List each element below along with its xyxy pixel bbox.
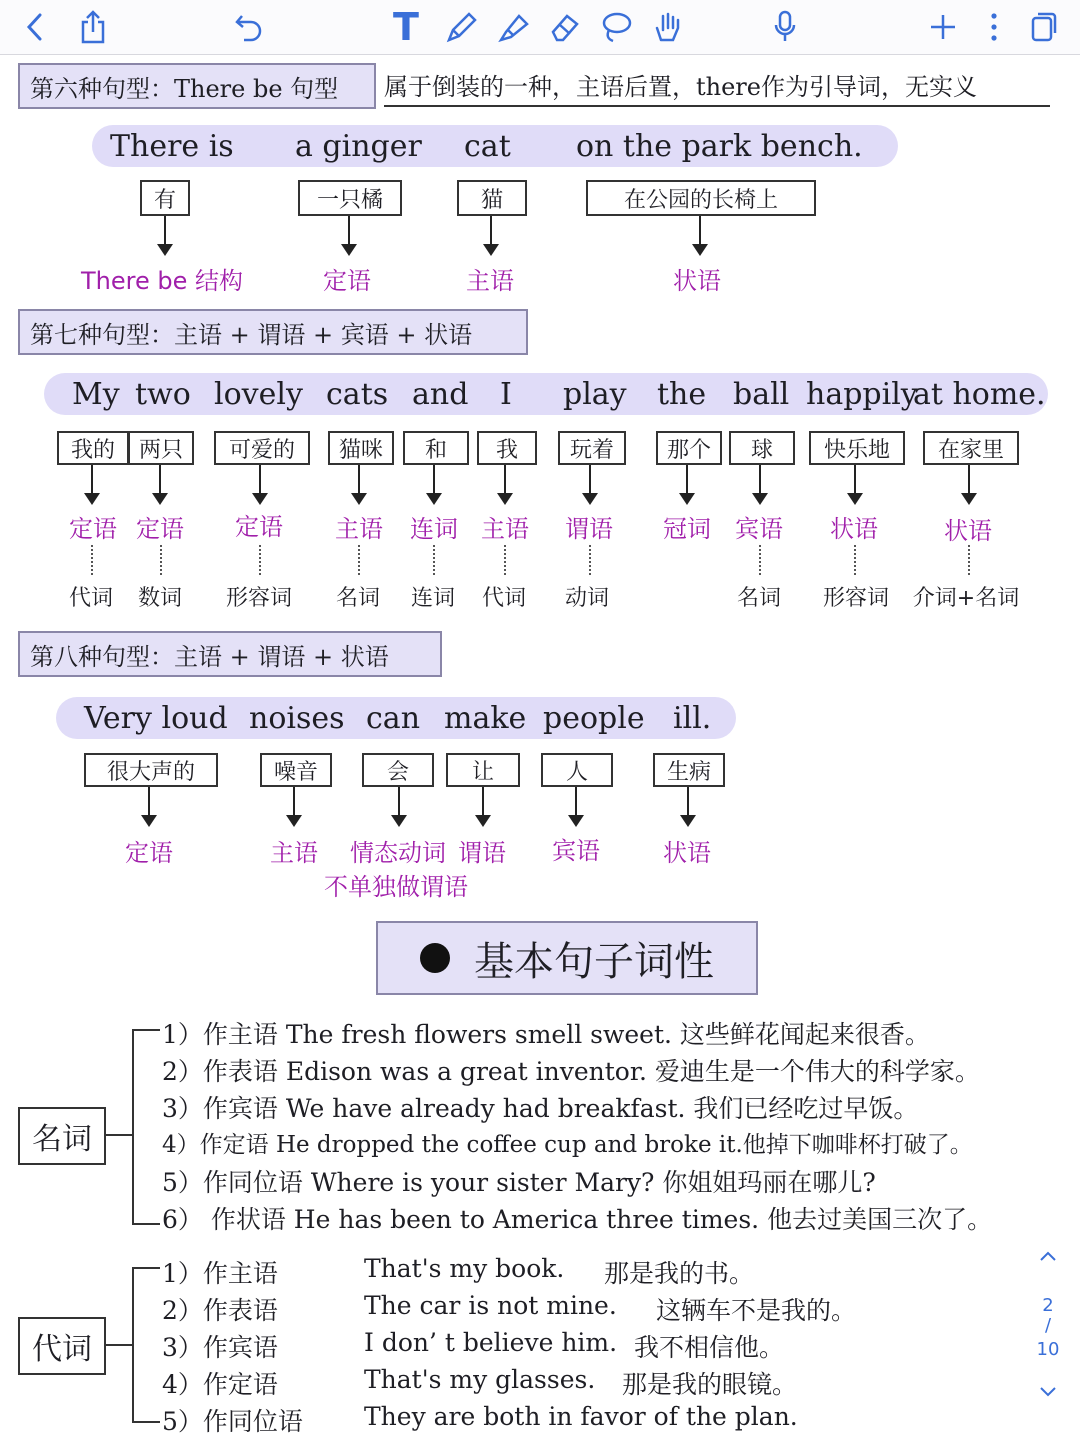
role-label: 状语	[944, 517, 992, 545]
bracket	[132, 1267, 160, 1423]
word: at home.	[913, 377, 1046, 412]
arrow	[433, 465, 435, 503]
dotted-connector	[589, 545, 591, 575]
word: lovely	[214, 377, 303, 412]
arrow	[504, 465, 506, 503]
word: cats	[326, 377, 389, 412]
role-label: 冠词	[663, 515, 711, 543]
dotted-connector	[259, 545, 261, 575]
role-label: 谓语	[565, 515, 613, 543]
arrow	[687, 787, 689, 825]
arrow	[854, 465, 856, 503]
arrow	[148, 787, 150, 825]
role-label: There be 结构	[81, 267, 243, 295]
plus-icon[interactable]	[926, 8, 960, 46]
part-of-speech: 代词	[481, 586, 527, 611]
part-of-speech: 数词	[137, 586, 183, 611]
role-label: 谓语	[458, 839, 506, 867]
translation-box: 人	[541, 753, 613, 787]
pronoun-example-en: That's my glasses.	[364, 1365, 596, 1394]
translation-box: 两只	[128, 431, 194, 465]
dotted-connector	[433, 545, 435, 575]
sentence-type-8-header: 第八种句型：主语 + 谓语 + 状语	[18, 631, 442, 677]
arrow	[348, 216, 350, 254]
pronoun-example-zh: 我不相信他。	[634, 1333, 785, 1362]
translation-box: 有	[140, 180, 190, 216]
role-label: 宾语	[735, 515, 783, 543]
word: the	[657, 377, 707, 412]
role-label: 宾语	[552, 837, 600, 865]
translation-box: 可爱的	[214, 431, 310, 465]
translation-box: 在公园的长椅上	[586, 180, 816, 216]
pronoun-role: 3）作宾语	[162, 1333, 278, 1362]
word: people	[543, 701, 645, 736]
role-label: 主语	[481, 515, 529, 543]
role-label: 主语	[335, 515, 383, 543]
arrow	[358, 465, 360, 503]
arrow	[259, 465, 261, 503]
noun-example-line: 4）作定语 He dropped the coffee cup and broke it.他掉下咖啡杯打破了。	[162, 1132, 973, 1158]
role-label: 连词	[410, 515, 458, 543]
arrow	[575, 787, 577, 825]
part-of-speech: 名词	[736, 586, 782, 611]
sentence-type-7-header: 第七种句型：主语 + 谓语 + 宾语 + 状语	[18, 309, 528, 355]
arrow	[686, 465, 688, 503]
role-label: 主语	[270, 839, 318, 867]
pen-icon[interactable]	[444, 8, 480, 46]
translation-box: 让	[446, 753, 520, 787]
translation-box: 很大声的	[84, 753, 218, 787]
word: Very loud	[84, 701, 228, 736]
arrow	[482, 787, 484, 825]
section-title	[376, 921, 758, 995]
translation-box: 猫咪	[328, 431, 394, 465]
share-icon[interactable]	[78, 8, 108, 46]
dotted-connector	[759, 545, 761, 575]
word: ball	[733, 377, 790, 412]
top-toolbar	[0, 0, 1080, 55]
role-label: 状语	[663, 839, 711, 867]
translation-box: 猫	[457, 180, 527, 216]
pronoun-role: 5）作同位语	[162, 1407, 303, 1436]
page-current: 2	[1042, 1295, 1054, 1316]
lasso-icon[interactable]	[598, 8, 634, 46]
section-title-text: 基本句子词性	[474, 938, 714, 985]
arrow	[699, 216, 701, 254]
pronoun-example-en: I don’ t believe him.	[364, 1328, 618, 1357]
undo-icon[interactable]	[232, 8, 266, 46]
sentence-type-6-note: 属于倒装的一种，主语后置，there作为引导词，无实义	[384, 67, 1050, 107]
sentence-type-6-header: 第六种句型：There be 句型	[18, 63, 376, 109]
translation-box: 在家里	[923, 431, 1019, 465]
pronoun-example-zh: 那是我的书。	[604, 1259, 755, 1288]
role-note: 不单独做谓语	[324, 873, 468, 901]
word: My	[72, 377, 120, 412]
role-label: 定语	[69, 515, 117, 543]
bracket	[132, 1029, 160, 1225]
page-up-icon[interactable]	[1036, 1247, 1060, 1268]
note-page[interactable]	[0, 55, 1080, 1440]
translation-box: 快乐地	[809, 431, 905, 465]
noun-label: 名词	[18, 1107, 106, 1165]
role-label: 状语	[830, 515, 878, 543]
pronoun-example-zh: 这辆车不是我的。	[656, 1296, 857, 1325]
microphone-icon[interactable]	[770, 8, 800, 46]
word: play	[563, 377, 627, 412]
page-down-icon[interactable]	[1036, 1383, 1060, 1404]
word: There is	[110, 129, 234, 164]
noun-example-line: 3）作宾语 We have already had breakfast. 我们已经吃过早饭。	[162, 1094, 919, 1123]
pronoun-example-en: The car is not mine.	[364, 1291, 617, 1320]
pronoun-role: 4）作定语	[162, 1370, 278, 1399]
word: ill.	[673, 701, 712, 736]
dotted-connector	[968, 545, 970, 575]
bullet-icon	[420, 943, 450, 973]
highlighter-icon[interactable]	[496, 8, 532, 46]
pronoun-role: 1）作主语	[162, 1259, 278, 1288]
bracket-connector	[104, 1344, 132, 1346]
more-icon[interactable]	[984, 8, 1004, 46]
translation-box: 玩着	[558, 431, 626, 465]
chevron-left-icon[interactable]	[20, 8, 50, 46]
word: can	[366, 701, 421, 736]
dotted-connector	[854, 545, 856, 575]
hand-icon[interactable]	[650, 8, 686, 46]
translation-box: 球	[729, 431, 795, 465]
part-of-speech: 形容词	[225, 586, 293, 611]
arrow	[159, 465, 161, 503]
part-of-speech: 介词+名词	[912, 586, 1020, 611]
page-total: 10	[1036, 1339, 1060, 1360]
role-label: 主语	[466, 267, 514, 295]
arrow	[490, 216, 492, 254]
part-of-speech: 形容词	[822, 586, 890, 611]
arrow	[759, 465, 761, 503]
text-tool-icon[interactable]: T	[393, 5, 419, 49]
dotted-connector	[91, 545, 93, 575]
arrow	[589, 465, 591, 503]
pronoun-example-zh: 那是我的眼镜。	[622, 1370, 798, 1399]
eraser-icon[interactable]	[546, 8, 582, 46]
arrow	[293, 787, 295, 825]
translation-box: 我	[477, 431, 537, 465]
pages-icon[interactable]	[1028, 8, 1060, 46]
arrow	[968, 465, 970, 503]
arrow	[91, 465, 93, 503]
noun-example-line: 6） 作状语 He has been to America three times. 他去过美国三次了。	[162, 1205, 993, 1234]
pronoun-label: 代词	[18, 1317, 106, 1375]
page-separator: /	[1044, 1315, 1052, 1336]
role-label: 定语	[136, 515, 184, 543]
dotted-connector	[160, 545, 162, 575]
translation-box: 噪音	[260, 753, 332, 787]
dotted-connector	[504, 545, 506, 575]
role-label: 情态动词	[350, 839, 446, 867]
word: happily	[806, 377, 918, 412]
translation-box: 会	[362, 753, 434, 787]
translation-box: 我的	[57, 431, 129, 465]
pronoun-example-en: They are both in favor of the plan.	[364, 1402, 798, 1431]
pronoun-example-en: That's my book.	[364, 1254, 565, 1283]
word: two	[135, 377, 191, 412]
word: make	[444, 701, 527, 736]
part-of-speech: 代词	[68, 586, 114, 611]
bracket-connector	[104, 1134, 132, 1136]
translation-box: 生病	[653, 753, 725, 787]
arrow	[398, 787, 400, 825]
word: I	[500, 377, 512, 412]
role-label: 定语	[125, 839, 173, 867]
word: noises	[249, 701, 345, 736]
translation-box: 一只橘	[298, 180, 402, 216]
word: a ginger	[295, 129, 422, 164]
part-of-speech: 动词	[564, 586, 610, 611]
arrow	[164, 216, 166, 254]
part-of-speech: 连词	[410, 586, 456, 611]
role-label: 定语	[323, 267, 371, 295]
part-of-speech: 名词	[335, 586, 381, 611]
translation-box: 和	[403, 431, 469, 465]
pronoun-role: 2）作表语	[162, 1296, 278, 1325]
role-label: 状语	[673, 267, 721, 295]
word: and	[412, 377, 469, 412]
word: cat	[464, 129, 511, 164]
noun-example-line: 1）作主语 The fresh flowers smell sweet. 这些鲜花闻起来很香。	[162, 1020, 930, 1049]
translation-box: 那个	[656, 431, 722, 465]
role-label: 定语	[235, 513, 283, 541]
noun-example-line: 5）作同位语 Where is your sister Mary? 你姐姐玛丽在哪儿?	[162, 1168, 876, 1197]
dotted-connector	[358, 545, 360, 575]
word: on the park bench.	[576, 129, 863, 164]
noun-example-line: 2）作表语 Edison was a great inventor. 爱迪生是一个伟大的科学家。	[162, 1057, 980, 1086]
